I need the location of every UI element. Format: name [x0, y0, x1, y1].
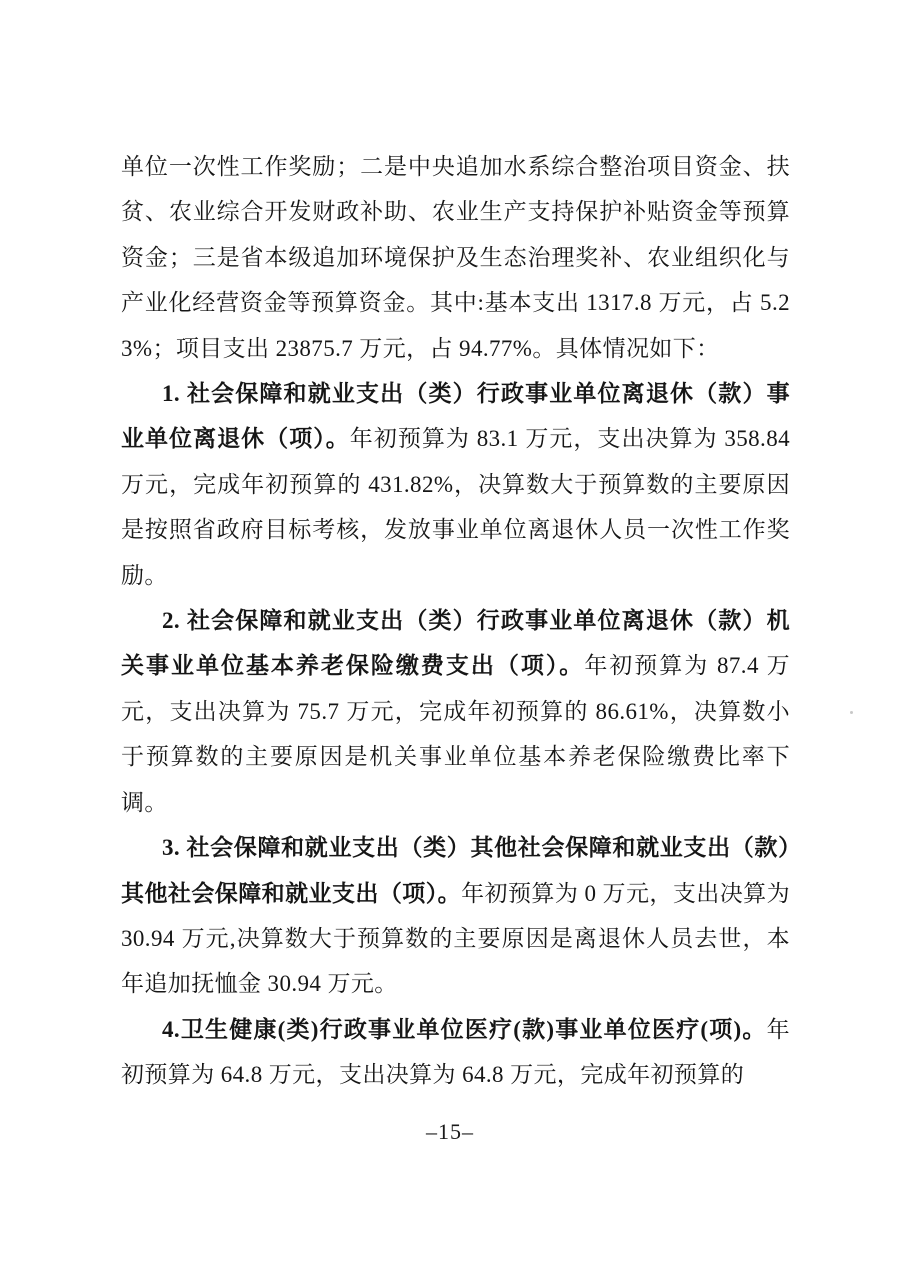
page-footer — [0, 1119, 900, 1145]
paragraph-item-4 — [121, 1007, 790, 1098]
paragraph-continuation — [121, 144, 790, 371]
item-1-body: 年初预算为 83.1 万元，支出决算为 358.84 万元，完成年初预算的 431.82%，决算数大于预算数的主要原因是按照省政府目标考核，发放事业单位离退休人员一次性工作奖励。 — [121, 426, 791, 588]
paragraph-item-2 — [121, 598, 790, 825]
item-3-body: 年初预算为 0 万元，支出决算为 30.94 万元,决算数大于预算数的主要原因是离退休人员去世，本年追加抚恤金 30.94 万元。 — [121, 880, 791, 997]
item-4-heading: 4.卫生健康(类)行政事业单位医疗(款)事业单位医疗(项)。 — [162, 1016, 767, 1042]
paragraph-continuation-text: 单位一次性工作奖励；二是中央追加水系综合整治项目资金、扶贫、农业综合开发财政补助、农业生产支持保护补贴资金等预算资金；三是省本级追加环境保护及生态治理奖补、农业组织化与产业化经营资金等预算资金。其中:基本支出 1317.8 万元，占 5.23%；项目支出 23875.7 万元，占 94.77%。具体情况如下： — [121, 154, 790, 361]
body-text — [121, 144, 790, 1098]
page-number: –15– — [426, 1119, 474, 1144]
scan-artifact-dot — [850, 711, 853, 714]
item-2-heading: 2. 社会保障和就业支出（类）行政事业单位离退休（款）机关事业单位基本养老保险缴费支出（项）。 — [121, 608, 790, 679]
item-3-heading: 3. 社会保障和就业支出（类）其他社会保障和就业支出（款）其他社会保障和就业支出（项）。 — [121, 835, 790, 906]
paragraph-item-1 — [121, 371, 790, 598]
item-1-heading: 1. 社会保障和就业支出（类）行政事业单位离退休（款）事业单位离退休（项）。 — [121, 381, 790, 452]
item-2-body: 年初预算为 87.4 万元，支出决算为 75.7 万元，完成年初预算的 86.61%，决算数小于预算数的主要原因是机关事业单位基本养老保险缴费比率下调。 — [121, 653, 790, 815]
item-4-body: 年初预算为 64.8 万元，支出决算为 64.8 万元，完成年初预算的 — [121, 1016, 790, 1088]
paragraph-item-3 — [121, 825, 790, 1007]
